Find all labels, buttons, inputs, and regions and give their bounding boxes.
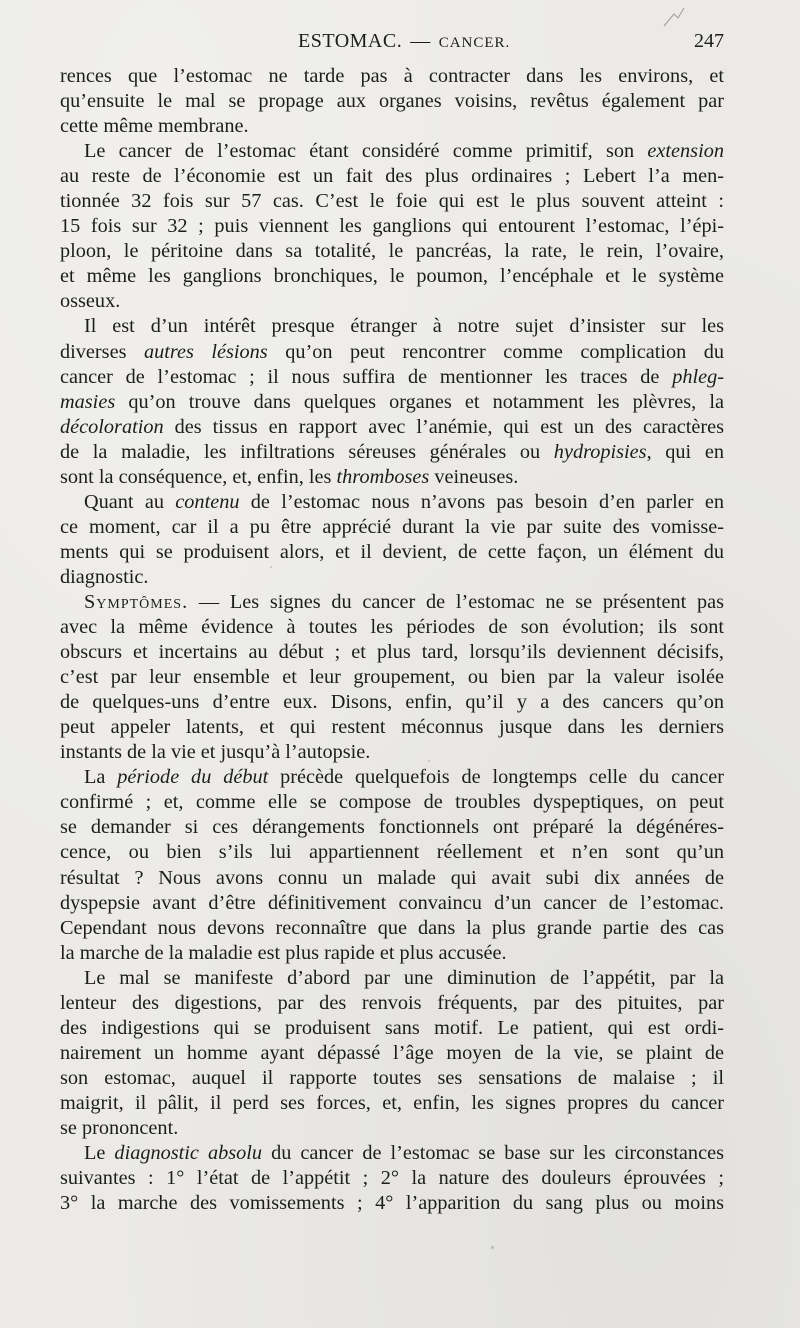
- text-line: [60, 264, 724, 289]
- text-line: [60, 415, 724, 440]
- text-line-pre: sont la conséquence, et, enfin, les: [60, 465, 337, 488]
- text-line-pre: diverses: [60, 340, 144, 363]
- text-line-it: diagnostic absolu: [114, 1142, 263, 1165]
- text-line-it: extension: [647, 140, 724, 163]
- text-line: [60, 1066, 724, 1091]
- text-line: [60, 765, 724, 790]
- text-line-t: la marche de la maladie est plus rapide et plus accusée.: [60, 941, 507, 964]
- text-line-t: qu’on trouve dans quelques organes et notamment les plèvres, la: [115, 390, 724, 413]
- text-line: [60, 991, 724, 1016]
- text-line: [60, 365, 724, 390]
- text-line: [60, 289, 724, 314]
- text-line: [60, 465, 724, 490]
- text-line-t: lenteur des digestions, par des renvois fréquents, par des pituites, par: [60, 991, 724, 1014]
- text-line: [60, 966, 724, 991]
- text-line: [60, 565, 724, 590]
- text-line-t: instants de la vie et jusqu’à l’autopsie.: [60, 741, 371, 764]
- text-line: [60, 390, 724, 415]
- text-line-it: contenu: [175, 490, 240, 513]
- body-text: [60, 64, 724, 1216]
- text-line-t: 3° la marche des vomissements ; 4° l’apparition du sang plus ou moins: [60, 1192, 724, 1215]
- text-line: [60, 239, 724, 264]
- text-line-t: se prononcent.: [60, 1116, 179, 1139]
- text-line-t: de l’estomac nous n’avons pas besoin d’en parler en: [239, 490, 724, 513]
- text-line: [60, 440, 724, 465]
- text-line: [60, 615, 724, 640]
- text-line: [60, 815, 724, 840]
- text-line-it: période du début: [117, 766, 269, 789]
- text-line-t: au reste de l’économie est un fait des plus ordinaires ; Lebert l’a men-: [60, 165, 724, 188]
- text-line-t: des indigestions qui se produisent sans motif. Le patient, qui est ordi-: [60, 1016, 724, 1039]
- text-line-t: de quelques-uns d’entre eux. Disons, enfin, qu’il y a des cancers qu’on: [60, 691, 724, 714]
- text-line-t: précède quelquefois de longtemps celle du cancer: [268, 766, 724, 789]
- text-line: [60, 515, 724, 540]
- text-line-t: c’est par leur ensemble et leur groupement, ou bien par la valeur isolée: [60, 666, 724, 689]
- running-title-sub: CANCER.: [438, 35, 511, 51]
- text-line-t: Cependant nous devons reconnaître que dans la plus grande partie des cas: [60, 916, 724, 939]
- text-line-t: avec la même évidence à toutes les périodes de son évolution; ils sont: [60, 616, 724, 639]
- text-line: [60, 164, 724, 189]
- text-line-t: des tissus en rapport avec l’anémie, qui est un des caractères: [163, 415, 724, 438]
- text-line-t: 15 fois sur 32 ; puis viennent les ganglions qui entourent l’estomac, l’épi-: [60, 215, 724, 238]
- text-line-pre: de la maladie, les infiltrations séreuses générales ou: [60, 440, 554, 463]
- text-line-t: ploon, le péritoine dans sa totalité, le pancréas, la rate, le rein, l’ovaire,: [60, 240, 724, 263]
- text-line-t: confirmé ; et, comme elle se compose de troubles dyspeptiques, on peut: [60, 791, 724, 814]
- text-line-t: cence, ou bien s’ils lui appartiennent réellement et n’en sont qu’un: [60, 841, 724, 864]
- pencil-mark: [660, 6, 690, 30]
- text-line-t: , qui en: [646, 440, 724, 463]
- text-line-t: diagnostic.: [60, 565, 149, 588]
- text-line: [60, 540, 724, 565]
- text-line: [60, 139, 724, 164]
- text-line-pre: Quant au: [84, 490, 176, 513]
- text-line-t: Il est d’un intérêt presque étranger à notre sujet d’insister sur les: [84, 315, 724, 338]
- text-line-t: du cancer de l’estomac se base sur les circonstances: [262, 1142, 724, 1165]
- text-line-t: suivantes : 1° l’état de l’appétit ; 2° la nature des douleurs éprouvées ;: [60, 1167, 724, 1190]
- running-title-dash: —: [410, 30, 431, 52]
- text-line-t: Le mal se manifeste d’abord par une diminution de l’appétit, par la: [84, 966, 724, 989]
- text-line-it: thromboses: [336, 465, 430, 488]
- text-line-pre: cancer de l’estomac ; il nous suffira de mentionner les traces de: [60, 365, 673, 388]
- text-line: [60, 490, 724, 515]
- text-line: [60, 866, 724, 891]
- text-line-t: peut appeler latents, et qui restent méconnus jusque dans les derniers: [60, 716, 724, 739]
- speck-mark: [491, 1246, 494, 1249]
- text-line-t: nairement un homme ayant dépassé l’âge moyen de la vie, se plaint de: [60, 1041, 724, 1064]
- text-line: [60, 214, 724, 239]
- text-line: [60, 640, 724, 665]
- text-line: [60, 690, 724, 715]
- text-line: [60, 840, 724, 865]
- text-line-it: autres lésions: [143, 340, 268, 363]
- text-line-it: décoloration: [60, 415, 164, 438]
- text-line-t: se demander si ces dérangements fonctionnels ont préparé la dégénéres-: [60, 816, 724, 839]
- text-line-sc: Symptômes.: [84, 590, 189, 613]
- text-line-t: Le cancer de l’estomac étant considéré comme primitif, son: [84, 140, 648, 163]
- text-line: [60, 1191, 724, 1216]
- text-line: [60, 941, 724, 966]
- text-line-t: résultat ? Nous avons connu un malade qui avait subi dix années de: [60, 866, 724, 889]
- text-line-t: osseux.: [60, 290, 121, 313]
- text-line-t: obscurs et incertains au début ; et plus tard, lorsqu’ils deviennent décisifs,: [60, 641, 724, 664]
- text-line-it: hydropisies: [553, 440, 647, 463]
- text-line-t: ments qui se produisent alors, et il devient, de cette façon, un élément du: [60, 540, 724, 563]
- text-line-it: phleg-: [672, 365, 724, 388]
- text-line: [60, 790, 724, 815]
- text-line: [60, 114, 724, 139]
- running-header: [60, 30, 724, 58]
- text-line: [60, 916, 724, 941]
- text-line-t: qu’ensuite le mal se propage aux organes voisins, revêtus également par: [60, 90, 724, 113]
- text-line-t: son estomac, auquel il rapporte toutes ses sensations de malaise ; il: [60, 1066, 724, 1089]
- text-line: [60, 89, 724, 114]
- text-line-t: rences que l’estomac ne tarde pas à contracter dans les environs, et: [60, 65, 724, 87]
- running-title-main: ESTOMAC.: [298, 30, 403, 52]
- page-number: 247: [694, 30, 724, 52]
- text-line: [60, 314, 724, 339]
- text-line-t: cette même membrane.: [60, 115, 249, 138]
- text-line-t: — Les signes du cancer de l’estomac ne se présentent pas: [188, 590, 724, 613]
- running-title: [298, 30, 510, 53]
- text-line-pre: Le: [84, 1142, 115, 1165]
- text-line: [60, 340, 724, 365]
- text-line: [60, 891, 724, 916]
- text-line: [60, 740, 724, 765]
- text-line-t: veineuses.: [429, 465, 519, 488]
- speck-mark: [428, 760, 430, 762]
- text-line-t: maigrit, il pâlit, il perd ses forces, et, enfin, les signes propres du cancer: [60, 1091, 724, 1114]
- text-line: [60, 1166, 724, 1191]
- text-line: [60, 1016, 724, 1041]
- text-line-pre: La: [84, 766, 118, 789]
- text-line: [60, 189, 724, 214]
- text-line-t: qu’on peut rencontrer comme complication du: [267, 340, 724, 363]
- text-line-it: masies: [60, 390, 116, 413]
- text-line: [60, 1091, 724, 1116]
- text-line: [60, 665, 724, 690]
- text-line: [60, 64, 724, 89]
- text-line: [60, 590, 724, 615]
- text-line: [60, 1116, 724, 1141]
- speck-mark: [270, 566, 272, 568]
- text-line-t: tionnée 32 fois sur 57 cas. C’est le foie qui est le plus souvent atteint :: [60, 190, 724, 213]
- text-line-t: ce moment, car il a pu être apprécié durant la vie par suite des vomisse-: [60, 515, 724, 538]
- text-line-t: dyspepsie avant d’être définitivement convaincu d’un cancer de l’estomac.: [60, 891, 724, 914]
- text-line: [60, 715, 724, 740]
- text-line-t: et même les ganglions bronchiques, le poumon, l’encéphale et le système: [60, 265, 724, 288]
- text-line: [60, 1141, 724, 1166]
- text-line: [60, 1041, 724, 1066]
